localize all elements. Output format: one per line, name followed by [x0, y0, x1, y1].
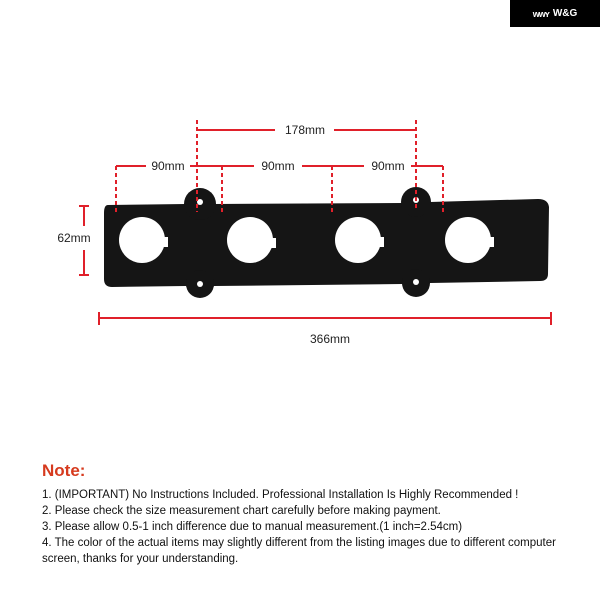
- dimension-label-spacing-2: 90mm: [261, 159, 295, 173]
- coil-hole-notch: [486, 237, 494, 247]
- coil-plate: [104, 187, 549, 298]
- dimension-label-spacing-3: 90mm: [371, 159, 405, 173]
- coil-hole: [335, 217, 381, 263]
- dimension-label-overall: 366mm: [309, 332, 351, 346]
- coil-hole-notch: [160, 237, 168, 247]
- note-item: 4. The color of the actual items may slightly different from the listing images due to different computer screen, thanks for your understanding.: [42, 537, 556, 565]
- note-item: 3. Please allow 0.5-1 inch difference due to manual measurement.(1 inch=2.54cm): [42, 521, 463, 533]
- dimension-label-spacing-1: 90mm: [151, 159, 185, 173]
- coil-hole-notch: [376, 237, 384, 247]
- brand-logo-mark: ᴡᴡʏ: [532, 8, 549, 19]
- coil-hole-notch: [268, 238, 276, 248]
- mount-hole: [413, 279, 419, 285]
- dimension-label-outer-span: 178mm: [284, 123, 326, 137]
- coil-hole: [227, 217, 273, 263]
- note-item: 2. Please check the size measurement chart carefully before making payment.: [42, 505, 441, 517]
- note-title: Note:: [42, 461, 86, 480]
- mount-hole: [197, 281, 203, 287]
- brand-logo-text: W&G: [552, 8, 578, 19]
- dimension-366: [99, 312, 551, 325]
- coil-hole: [445, 217, 491, 263]
- note-list: [42, 487, 582, 567]
- coil-hole: [119, 217, 165, 263]
- dimension-label-height: 62mm: [57, 231, 91, 245]
- note-item: 1. (IMPORTANT) No Instructions Included. Professional Installation Is Highly Recommended !: [42, 489, 519, 501]
